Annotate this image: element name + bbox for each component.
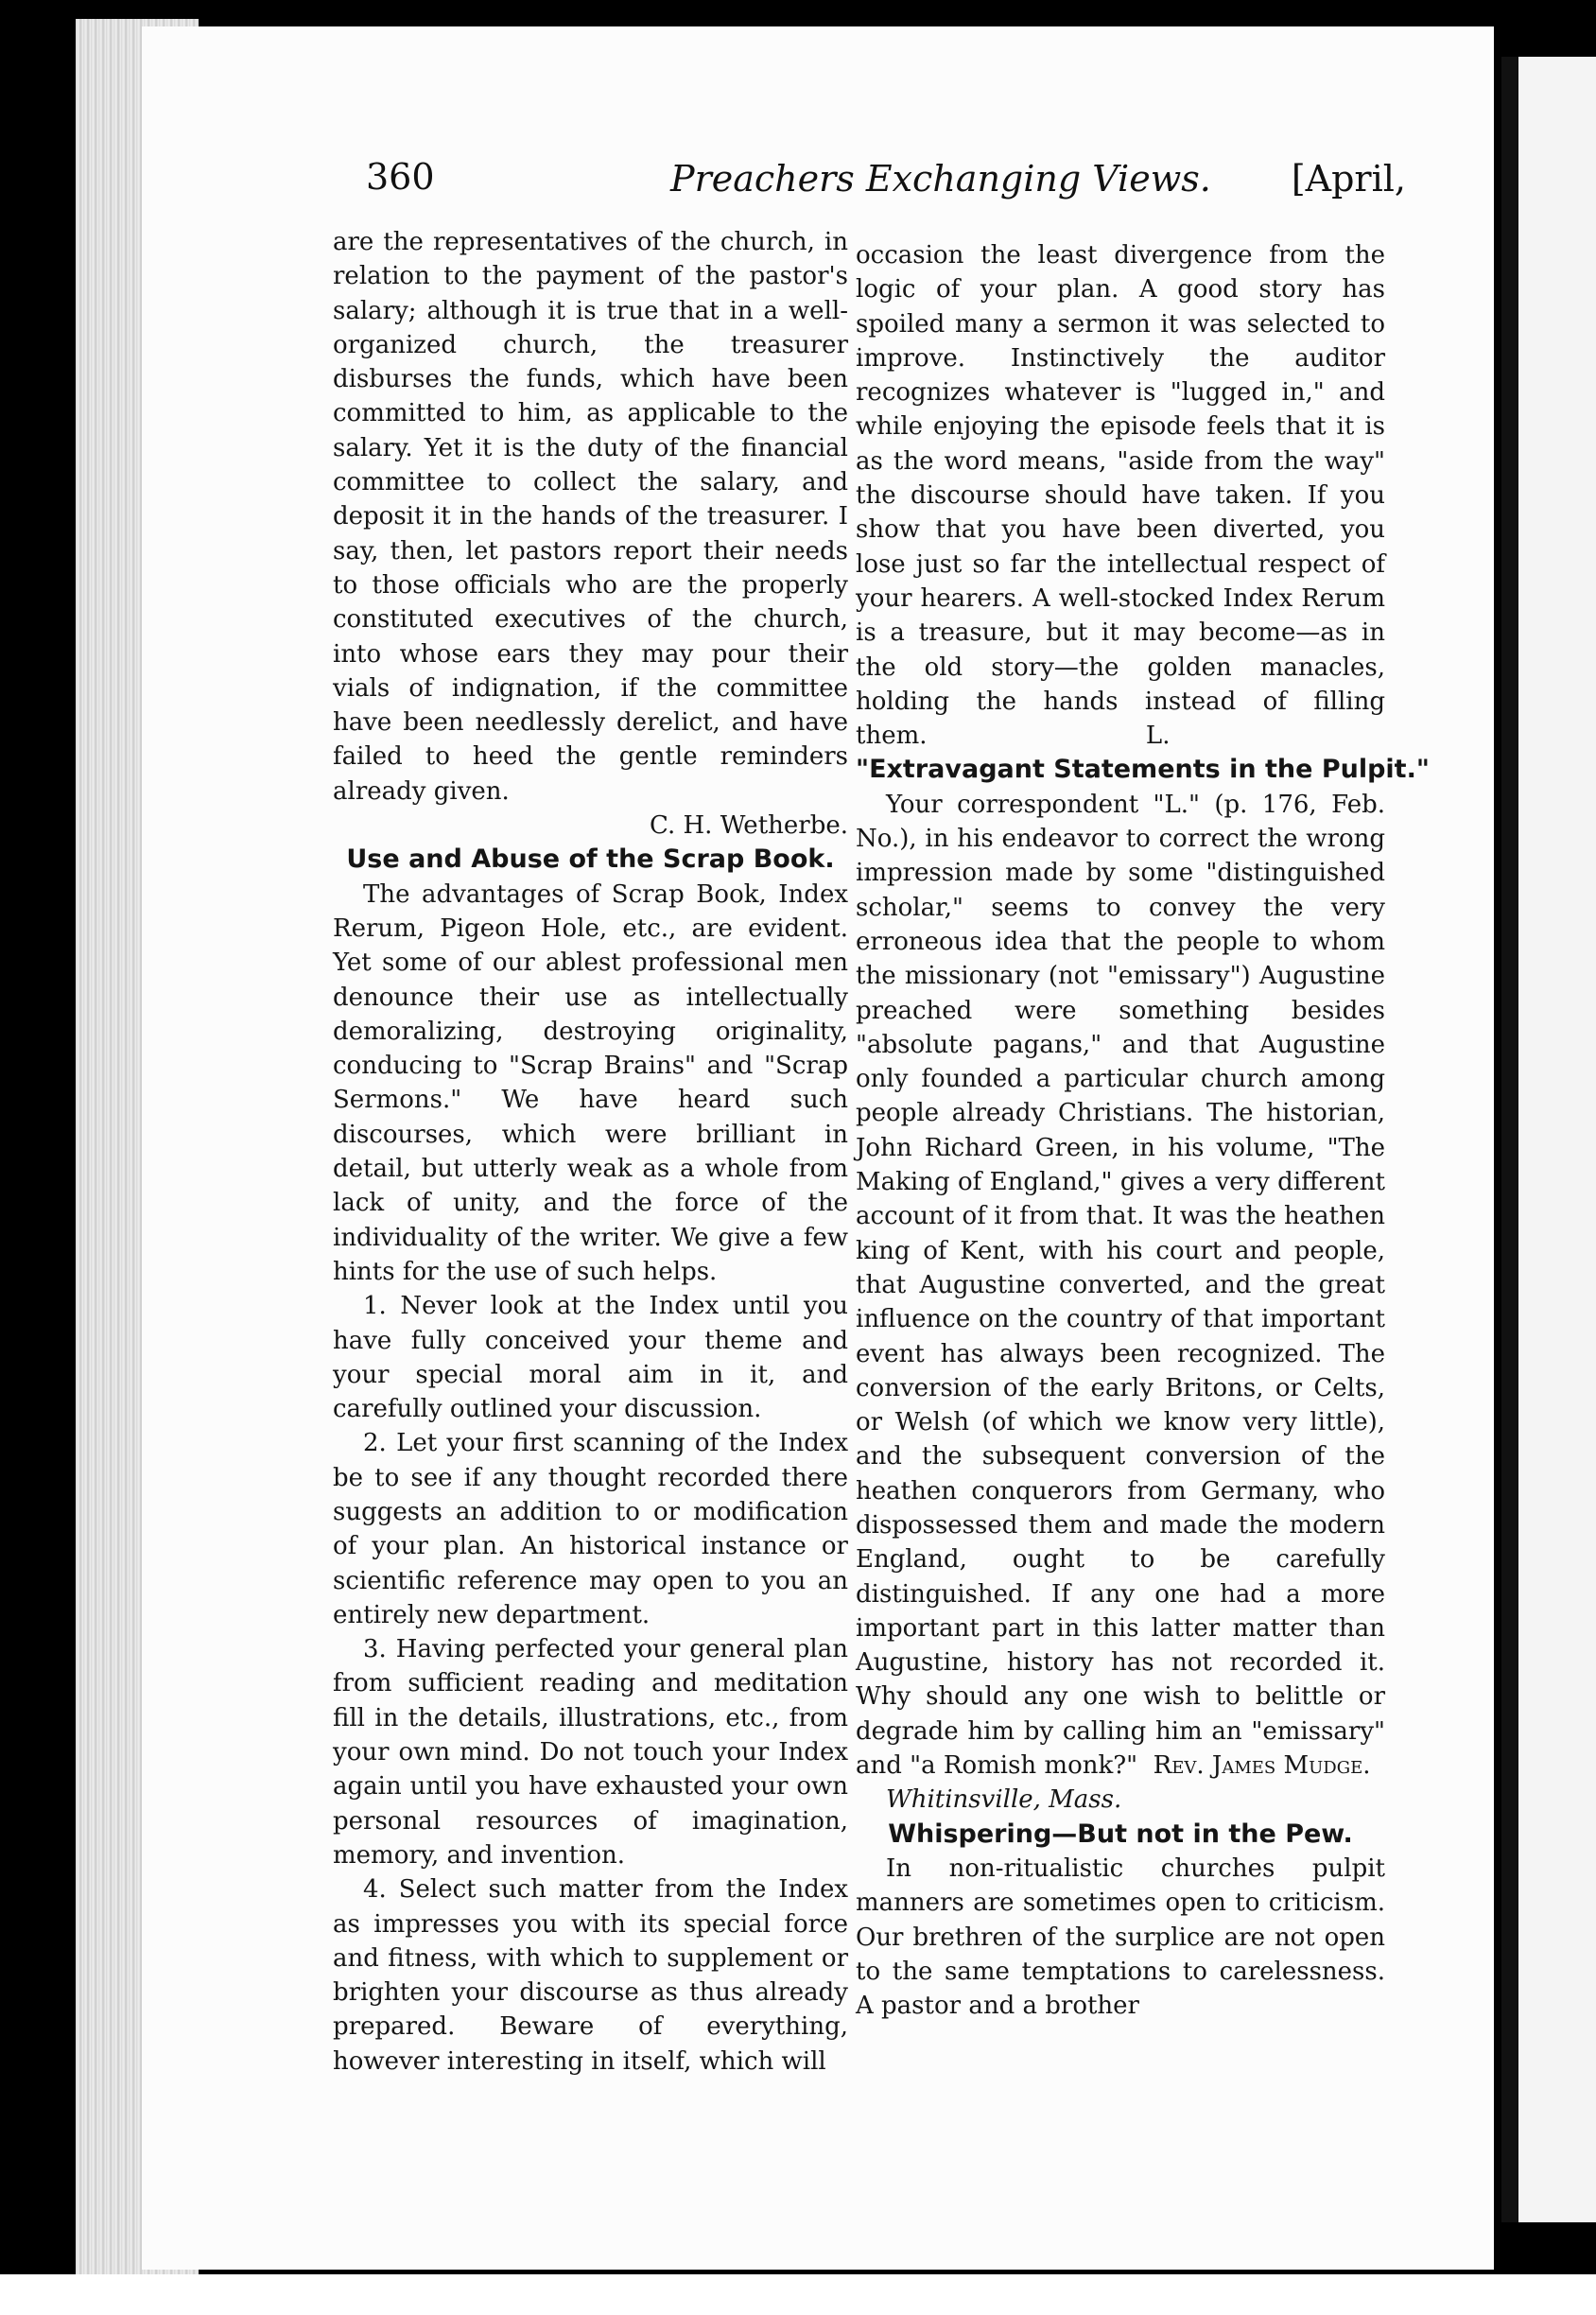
hint-item: 2. Let your first scanning of the Index be to see if any thought recorded there suggests an addition to or modification of your plan. An historical instance or scientific reference may open to you an entirely new department. xyxy=(333,1429,848,1629)
page-number: 360 xyxy=(366,156,435,198)
left-column xyxy=(333,225,848,2079)
article-title: "Extravagant Statements in the Pulpit." xyxy=(856,755,1430,785)
article-body xyxy=(856,788,1385,1784)
continued-block xyxy=(856,238,1385,753)
right-column xyxy=(856,238,1430,2023)
hint-item: 3. Having perfected your general plan from sufficient reading and meditation fill in the details, illustrations, etc., from your own mind. Do not touch your Index again until you have exhausted your own personal resources of imagination, memory, and invention. xyxy=(333,1635,848,1870)
continued-text: occasion the least divergence from the logic of your plan. A good story has spoiled many a sermon it was selected to improve. Instinctively the auditor recognizes whatever is "lugged in," and while enjoying the episode feels that it is as the word means, "aside from the way" the discourse should have taken. If you show that you have been diverted, you lose just so far the intellectual respect of your hearers. A well-stocked Index Rerum is a treasure, but it may become—as in the old story—the golden manacles, holding the hands instead of filling them. xyxy=(856,241,1385,751)
header-month: [April, xyxy=(1291,158,1406,200)
running-title: Preachers Exchanging Views. xyxy=(670,158,1211,200)
article-title: Use and Abuse of the Scrap Book. xyxy=(346,844,835,875)
book-gutter xyxy=(1501,57,1518,2222)
scan-margin xyxy=(0,2274,1596,2315)
article-title: Whispering—But not in the Pew. xyxy=(888,1819,1353,1849)
article-text: Your correspondent "L." (p. 176, Feb. No.), in his endeavor to correct the wrong impression made by some "distinguished scholar," seems to convey the very erroneous idea that the people to whom the missionary (not "emissary") Augustine preached were something besides "absolute pagans," and that Augustine only founded a particular church among people already Christians. The historian, John Richard Green, in his volume, "The Making of England," gives a very different account of it from that. It was the heathen king of Kent, with his court and people, that Augustine converted, and the great influence on the country of that important event has always been recognized. The conversion of the early Britons, or Celts, or Welsh (of which we know very little), and the subsequent conversion of the heathen conquerors from Germany, who dispossessed them and made the modern England, ought to be carefully distinguished. If any one had a more important part in this latter matter than Augustine, history has not recorded it. Why should any one wish to belittle or degrade him by calling him an "emissary" and "a Romish monk?" xyxy=(856,790,1385,1781)
author-place: Whitinsville, Mass. xyxy=(886,1785,1122,1815)
continued-paragraph: are the representatives of the church, in relation to the payment of the pastor's salary; although it is true that in a well-organized church, the treasurer disburses the funds, which have been committed to him, as applicable to the salary. Yet it is the duty of the financial committee to collect the salary, and deposit it in the hands of the treasurer. I say, then, let pastors report their needs to those officials who are the properly constituted executives of the church, into whose ears they may pour their vials of indignation, if the committee have been needlessly derelict, and have failed to heed the gentle reminders already given. xyxy=(333,228,848,806)
author-signature: Rev. James Mudge. xyxy=(1153,1751,1371,1781)
hint-item: 1. Never look at the Index until you have fully conceived your theme and your special moral aim in it, and carefully outlined your discussion. xyxy=(333,1292,848,1424)
article-intro: The advantages of Scrap Book, Index Rerum, Pigeon Hole, etc., are evident. Yet some of our ablest professional men denounce their use as intellectually demoralizing, destroying originality, conducing to "Scrap Brains" and "Scrap Sermons." We have heard such discourses, which were brilliant in detail, but utterly weak as a whole from lack of unity, and the force of the individuality of the writer. We give a few hints for the use of such helps. xyxy=(333,879,848,1286)
author-signature: L. xyxy=(1145,722,1171,751)
author-signature: C. H. Wetherbe. xyxy=(650,811,848,841)
next-page-edge xyxy=(1518,57,1596,2222)
hint-item: 4. Select such matter from the Index as impresses you with its special force and fitness, with which to supplement or brighten your discourse as thus already prepared. Beware of everything, however interesting in itself, which will xyxy=(333,1875,848,2076)
continued-paragraph xyxy=(856,238,1385,753)
article-body: In non-ritualistic churches pulpit manners are sometimes open to criticism. Our brethren of the surplice are not open to the same temptations to carelessness. A pastor and a brother xyxy=(856,1854,1385,2021)
page-header xyxy=(366,156,1406,213)
